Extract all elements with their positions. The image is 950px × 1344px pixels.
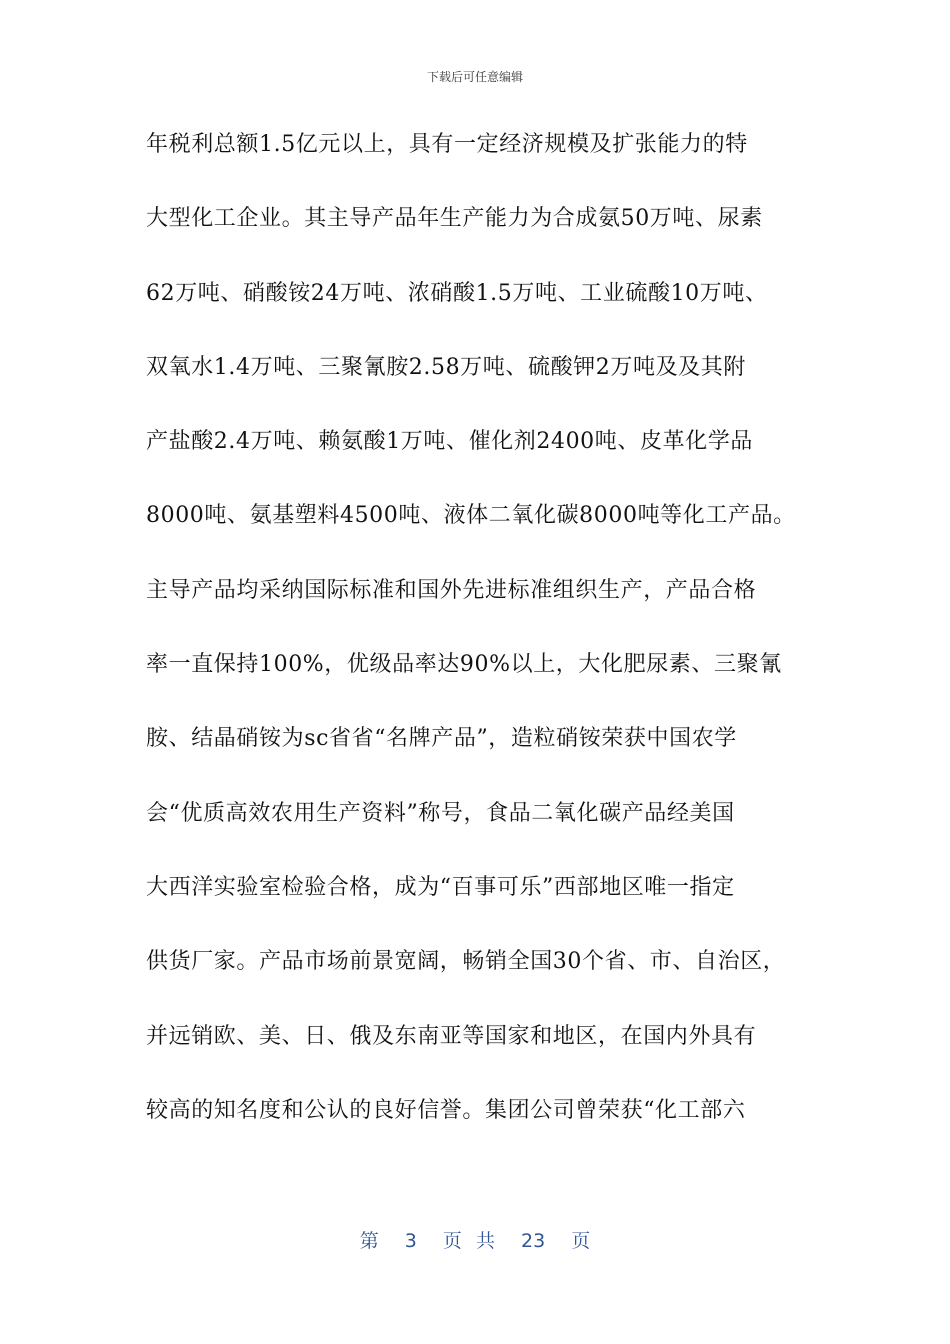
body-line: 胺、结晶硝铵为sc省省“名牌产品”，造粒硝铵荣获中国农学 [146,726,737,752]
body-line: 8000吨、氨基塑料4500吨、液体二氧化碳8000吨等化工产品。 [146,503,796,529]
page-footer [0,1226,950,1253]
body-line: 大西洋实验室检验合格，成为“百事可乐”西部地区唯一指定 [146,874,735,900]
body-line: 产盐酸2.4万吨、赖氨酸1万吨、催化剂2400吨、皮革化学品 [146,429,753,455]
body-line: 62万吨、硝酸铵24万吨、浓硝酸1.5万吨、工业硫酸10万吨、 [146,280,768,306]
total-pages-number: 23 [521,1230,546,1252]
footer-label-di: 第 [359,1230,379,1252]
body-line: 双氧水1.4万吨、三聚氰胺2.58万吨、硫酸钾2万吨及及其附 [146,354,746,380]
body-line: 率一直保持100%，优级品率达90%以上，大化肥尿素、三聚氰 [146,652,782,678]
document-body [146,125,826,1165]
body-line: 年税利总额1.5亿元以上，具有一定经济规模及扩张能力的特 [146,132,748,157]
body-line: 大型化工企业。其主导产品年生产能力为合成氨50万吨、尿素 [146,206,763,232]
body-line: 主导产品均采纳国际标准和国外先进标准组织生产，产品合格 [146,577,757,603]
footer-label-ye-gong: 页 共 [442,1230,495,1252]
body-line: 会“优质高效农用生产资料”称号，食品二氧化碳产品经美国 [146,800,735,826]
current-page-number: 3 [404,1230,417,1252]
body-line: 供货厂家。产品市场前景宽阔，畅销全国30个省、市、自治区， [146,949,786,975]
body-line: 并远销欧、美、日、俄及东南亚等国家和地区，在国内外具有 [146,1023,757,1049]
page-header-note: 下载后可任意编辑 [426,70,523,84]
footer-label-ye: 页 [571,1230,591,1252]
body-line: 较高的知名度和公认的良好信誉。集团公司曾荣获“化工部六 [146,1097,746,1123]
